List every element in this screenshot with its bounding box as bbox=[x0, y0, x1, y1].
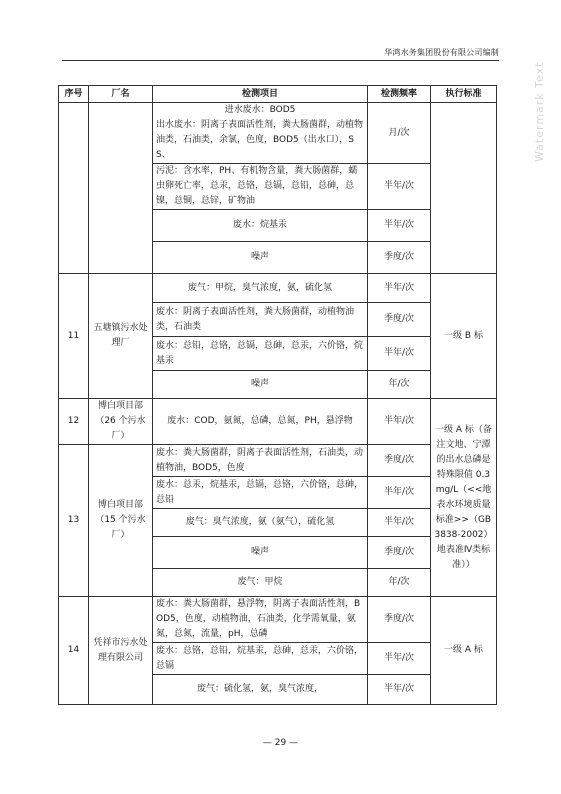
table-row bbox=[59, 597, 497, 643]
col-header-no: 序号 bbox=[59, 86, 89, 103]
table-header-row bbox=[59, 86, 497, 103]
frequency-cell: 半年/次 bbox=[368, 274, 431, 303]
frequency-cell: 半年/次 bbox=[368, 643, 431, 675]
test-item-cell: 废气：甲烷，臭气浓度，氨，硫化氢 bbox=[153, 274, 368, 303]
test-item-cell bbox=[153, 103, 368, 164]
frequency-cell: 半年/次 bbox=[368, 477, 431, 509]
row-number-cell bbox=[59, 103, 89, 274]
test-item-line: 出水废水：阴离子表面活性剂，粪大肠菌群，动植物油类，石油类，余氯，色度，BOD5（出水口），SS、 bbox=[156, 120, 364, 160]
test-item-cell: 废水：COD，氨氮，总磷，总氮，PH，悬浮物 bbox=[153, 399, 368, 445]
frequency-cell: 季度/次 bbox=[368, 537, 431, 569]
test-item-cell: 污泥：含水率，PH、有机物含量，粪大肠菌群，蠕虫卵死亡率，总汞，总铬，总镉，总铅，总砷，总镍，总铜，总锌，矿物油 bbox=[153, 164, 368, 210]
frequency-cell: 半年/次 bbox=[368, 509, 431, 537]
test-item-cell: 噪声 bbox=[153, 371, 368, 399]
row-number-cell: 12 bbox=[59, 399, 89, 445]
table-row bbox=[59, 103, 497, 164]
frequency-cell: 季度/次 bbox=[368, 303, 431, 337]
frequency-cell: 季度/次 bbox=[368, 445, 431, 477]
frequency-cell: 半年/次 bbox=[368, 164, 431, 210]
row-number-cell: 11 bbox=[59, 274, 89, 399]
test-item-cell: 废水：粪大肠菌群，阴离子表面活性剂，石油类，动植物油，BOD5，色度 bbox=[153, 445, 368, 477]
plant-name-cell: 博白项目部（26 个污水厂） bbox=[89, 399, 153, 445]
standard-cell: 一级 B 标 bbox=[431, 274, 497, 399]
page-number: — 29 — bbox=[262, 738, 299, 748]
frequency-cell: 半年/次 bbox=[368, 337, 431, 371]
frequency-cell: 季度/次 bbox=[368, 597, 431, 643]
test-item-cell: 噪声 bbox=[153, 242, 368, 274]
test-item-cell: 废气：甲烷 bbox=[153, 569, 368, 597]
col-header-frequency: 检测频率 bbox=[368, 86, 431, 103]
plant-name-cell: 凭祥市污水处理有限公司 bbox=[89, 597, 153, 705]
frequency-cell: 半年/次 bbox=[368, 675, 431, 705]
standard-cell: 一级 A 标 bbox=[431, 597, 497, 705]
test-item-cell: 噪声 bbox=[153, 537, 368, 569]
row-number-cell: 14 bbox=[59, 597, 89, 705]
frequency-cell: 年/次 bbox=[368, 569, 431, 597]
col-header-test-items: 检测项目 bbox=[153, 86, 368, 103]
frequency-cell: 半年/次 bbox=[368, 399, 431, 445]
plant-name-cell bbox=[89, 103, 153, 274]
standard-cell bbox=[431, 103, 497, 274]
watermark: Watermark Text bbox=[533, 61, 546, 162]
table-row bbox=[59, 399, 497, 445]
test-item-cell: 废水：总铅，总铬，总镉，总砷，总汞，六价铬，烷基汞 bbox=[153, 337, 368, 371]
col-header-plant-name: 厂名 bbox=[89, 86, 153, 103]
test-item-cell: 废水：总铬，总铅，烷基汞，总砷，总汞，六价铬，总镉 bbox=[153, 643, 368, 675]
frequency-cell: 半年/次 bbox=[368, 210, 431, 242]
monitoring-table bbox=[58, 85, 497, 705]
test-item-cell: 废水：烷基汞 bbox=[153, 210, 368, 242]
test-item-cell: 废水：总汞，烷基汞，总镉，总铬，六价铬，总砷，总铅 bbox=[153, 477, 368, 509]
frequency-cell: 月/次 bbox=[368, 103, 431, 164]
test-item-cell: 废气：硫化氢，氨，臭气浓度， bbox=[153, 675, 368, 705]
plant-name-cell: 博白项目部（15 个污水厂） bbox=[89, 445, 153, 597]
row-number-cell: 13 bbox=[59, 445, 89, 597]
plant-name-cell: 五塘镇污水处理厂 bbox=[89, 274, 153, 399]
test-item-line: 进水废水：BOD5 bbox=[224, 105, 296, 115]
test-item-cell: 废水：阴离子表面活性剂，粪大肠菌群，动植物油类，石油类 bbox=[153, 303, 368, 337]
frequency-cell: 年/次 bbox=[368, 371, 431, 399]
col-header-standard: 执行标准 bbox=[431, 86, 497, 103]
table-row bbox=[59, 274, 497, 303]
test-item-cell: 废水：粪大肠菌群，悬浮物，阴离子表面活性剂，BOD5，色度，动植物油，石油类，化学需氧量，氨氮，总氮，流量，pH，总磷 bbox=[153, 597, 368, 643]
test-item-cell: 废气：臭气浓度，氨（氨气），硫化氢 bbox=[153, 509, 368, 537]
frequency-cell: 季度/次 bbox=[368, 242, 431, 274]
standard-cell: 一级 A 标（备注文地、宁潭的出水总磷是特殊限值 0.3mg/L（<<地表水环境质量标准>>（GB3838-2002）地表准Ⅳ类标准）） bbox=[431, 399, 497, 597]
document-header: 华鸿水务集团股份有限公司编制 bbox=[62, 47, 499, 61]
